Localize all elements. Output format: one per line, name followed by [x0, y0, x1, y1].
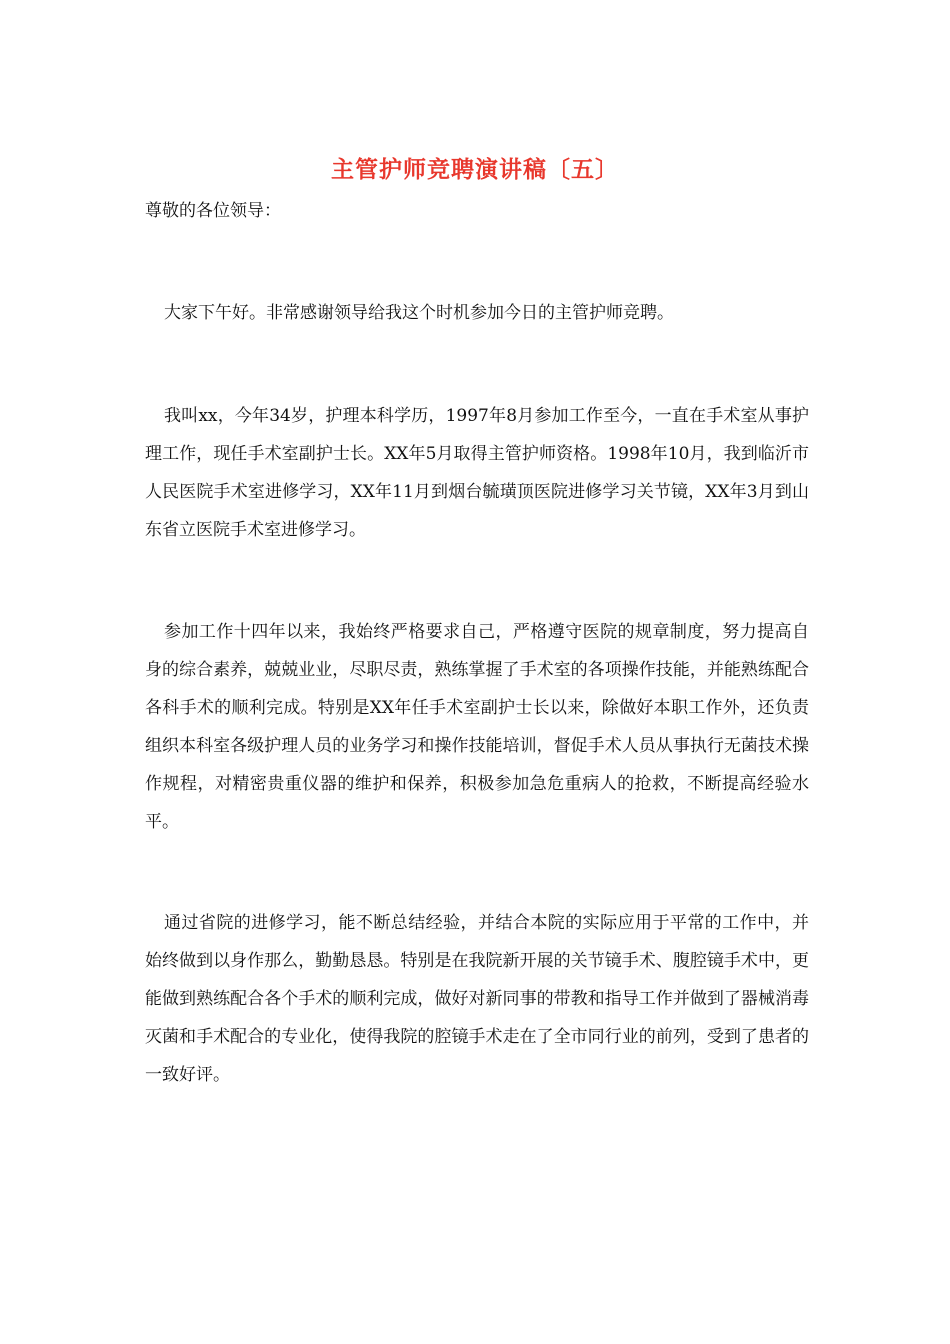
paragraph-work-experience: 参加工作十四年以来，我始终严格要求自己，严格遵守医院的规章制度，努力提高自身的综合素养，兢兢业业，尽职尽责，熟练掌握了手术室的各项操作技能，并能熟练配合各科手术的顺利完成。特别是XX年任手术室副护士长以来，除做好本职工作外，还负责组织本科室各级护理人员的业务学习和操作技能培训，督促手术人员从事执行无菌技术操作规程，对精密贵重仪器的维护和保养，积极参加急危重病人的抢救，不断提高经验水平。 — [145, 622, 809, 832]
salutation: 尊敬的各位领导： — [145, 201, 281, 221]
page-title: 主管护师竞聘演讲稿〔五〕 — [331, 156, 619, 183]
paragraph-background: 我叫xx，今年34岁，护理本科学历，1997年8月参加工作至今，一直在手术室从事护理工作，现任手术室副护士长。XX年5月取得主管护师资格。1998年10月，我到临沂市人民医院手术室进修学习，XX年11月到烟台毓璜顶医院进修学习关节镜，XX年3月到山东省立医院手术室进修学习。 — [145, 406, 809, 540]
paragraph-greeting: 大家下午好。非常感谢领导给我这个时机参加今日的主管护师竞聘。 — [164, 303, 674, 323]
paragraph-achievements: 通过省院的进修学习，能不断总结经验，并结合本院的实际应用于平常的工作中，并始终做到以身作那么，勤勤恳恳。特别是在我院新开展的关节镜手术、腹腔镜手术中，更能做到熟练配合各个手术的顺利完成，做好对新同事的带教和指导工作并做到了器械消毒灭菌和手术配合的专业化，使得我院的腔镜手术走在了全市同行业的前列，受到了患者的一致好评。 — [145, 913, 809, 1085]
